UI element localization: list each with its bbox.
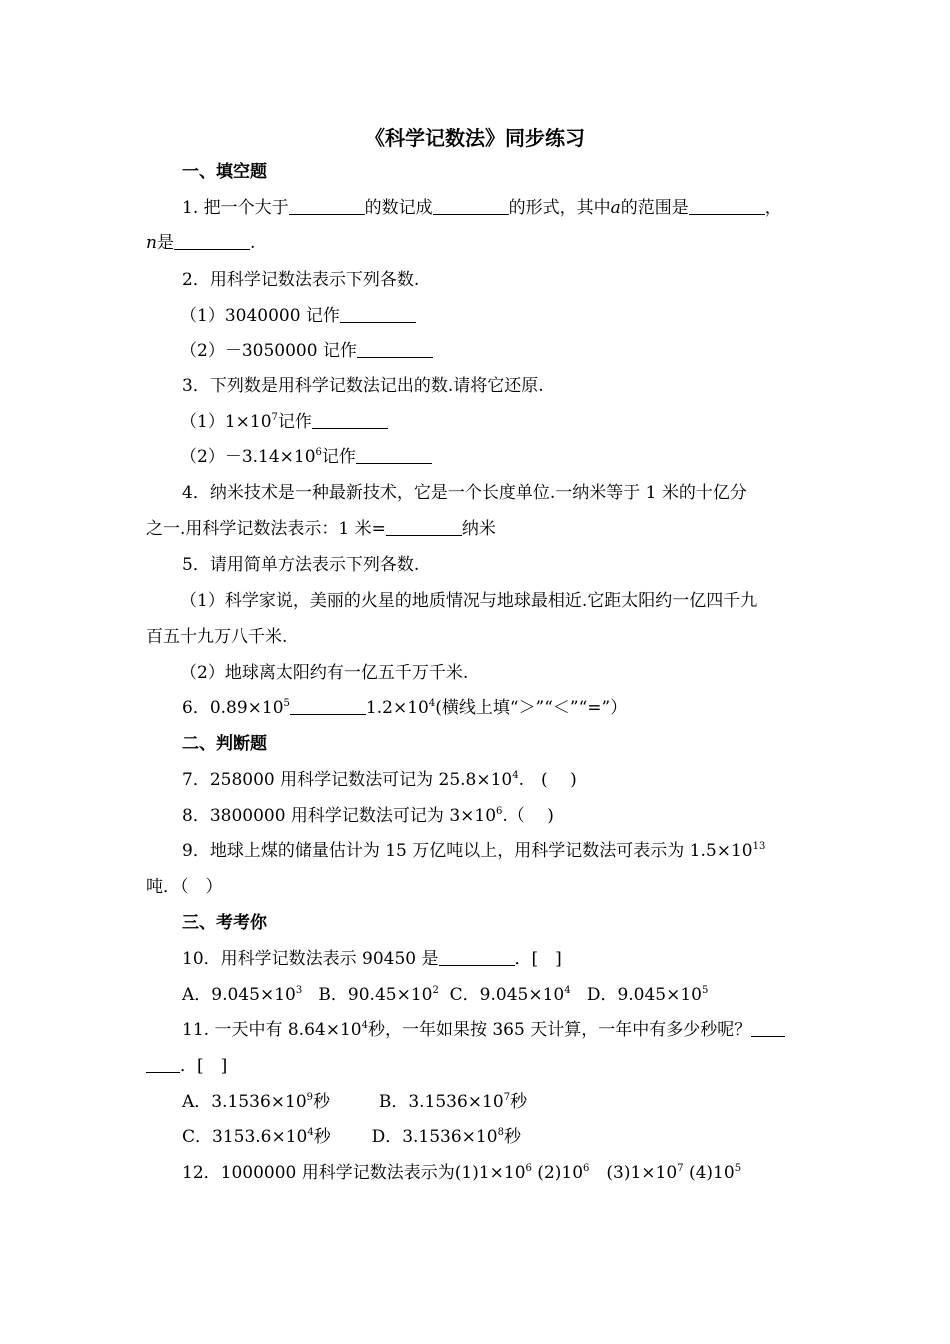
- q1-text-f: 是: [156, 233, 174, 253]
- q8-bracket: .（ ): [502, 806, 554, 826]
- exponent: 8: [497, 1127, 504, 1138]
- exponent: 6: [583, 1163, 590, 1174]
- q6-text-c: (横线上填“＞”“＜”“=”）: [435, 698, 628, 718]
- answer-blank[interactable]: [439, 947, 515, 966]
- section-heading-quiz: 三、考考你: [182, 913, 267, 933]
- answer-blank[interactable]: [340, 304, 416, 323]
- q1-var-n: n: [146, 233, 157, 253]
- answer-blank[interactable]: [386, 517, 462, 536]
- q7-text: 7．258000 用科学记数法可记为 25.8×10: [182, 770, 513, 790]
- question-3-stem: 3．下列数是用科学记数法记出的数.请将它还原.: [182, 376, 544, 396]
- option-b: B．$3.1536\times 10^7$秒: [378, 1092, 528, 1112]
- exponent: 13: [752, 841, 766, 852]
- section-heading-fill-in: 一、填空题: [182, 162, 267, 182]
- exponent: 4: [361, 1020, 368, 1031]
- answer-blank[interactable]: [289, 196, 365, 215]
- question-1-line-2: [146, 229, 816, 257]
- question-2-part-2: [180, 337, 850, 365]
- option-d: D．$3.1536\times 10^8$秒: [371, 1127, 521, 1147]
- option-b: B．$90.45\times 10^2$: [318, 985, 439, 1005]
- answer-blank[interactable]: [146, 1054, 180, 1073]
- answer-blank[interactable]: [751, 1018, 785, 1037]
- question-8: [182, 802, 852, 830]
- document-title: 《科学记数法》同步练习: [365, 126, 585, 150]
- q11-text-b: 秒，一年如果按 365 天计算，一年中有多少秒呢？: [367, 1020, 752, 1040]
- question-3-part-2: [180, 443, 850, 471]
- q3-p2-text: （2）－3.14×10: [180, 447, 316, 467]
- q1-var-a: a: [610, 198, 621, 218]
- option-a: A．$3.1536\times 10^9$秒: [182, 1092, 331, 1112]
- answer-blank[interactable]: [290, 696, 366, 715]
- exponent: 5: [702, 985, 709, 996]
- exponent: 4: [564, 985, 571, 996]
- question-5-stem: 5．请用简单方法表示下列各数.: [182, 555, 420, 575]
- question-9-line-1: [182, 837, 852, 865]
- exponent: 9: [306, 1092, 314, 1103]
- q3-p1-text: （1）1×10: [180, 412, 272, 432]
- q12-text-c: (3)1×10: [589, 1163, 678, 1183]
- answer-blank[interactable]: [174, 231, 250, 250]
- q6-text-b: 1.2×10: [365, 698, 429, 718]
- q4-text-a: 之一.用科学记数法表示：1 米=: [146, 519, 386, 539]
- q3-p2-suffix: 记作: [321, 447, 356, 467]
- option-a: A．$9.045\times 10^3$: [182, 985, 303, 1005]
- exponent: 7: [503, 1092, 511, 1103]
- option-d: D．$9.045\times 10^5$: [586, 985, 709, 1005]
- q1-text-g: .: [249, 233, 256, 253]
- question-2-part-1: [180, 302, 850, 330]
- q7-bracket: . ( ): [518, 770, 577, 790]
- answer-blank[interactable]: [689, 196, 765, 215]
- exponent: 4: [307, 1127, 314, 1138]
- exponent: 6: [496, 806, 503, 817]
- q10-bracket: ．[ ]: [514, 949, 562, 969]
- exponent: 3: [295, 985, 303, 996]
- question-6: [182, 694, 852, 722]
- exponent: 7: [677, 1163, 684, 1174]
- q12-text-d: (4)10: [683, 1163, 735, 1183]
- exponent: 2: [432, 985, 439, 996]
- q8-text: 8．3800000 用科学记数法可记为 3×10: [182, 806, 497, 826]
- answer-blank[interactable]: [312, 410, 388, 429]
- q2-p1-text: （1）3040000 记作: [180, 306, 340, 326]
- q10-text: 10．用科学记数法表示 90450 是: [182, 949, 439, 969]
- answer-blank[interactable]: [357, 339, 433, 358]
- q1-text-c: 的形式，其中: [508, 198, 611, 218]
- answer-blank[interactable]: [433, 196, 509, 215]
- exponent: 6: [525, 1163, 532, 1174]
- option-c: C．$3153.6\times 10^4$秒: [182, 1127, 331, 1147]
- question-10-stem: [182, 945, 852, 973]
- q12-text-b: (2)10: [531, 1163, 584, 1183]
- q12-text-a: 12．1000000 用科学记数法表示为(1)1×10: [182, 1163, 526, 1183]
- q1-text-d: 的范围是: [620, 198, 689, 218]
- answer-blank[interactable]: [356, 445, 432, 464]
- question-2-stem: 2．用科学记数法表示下列各数.: [182, 270, 420, 290]
- q1-text-b: 的数记成: [364, 198, 433, 218]
- question-11-line-2: [146, 1052, 816, 1080]
- question-5-part-2: （2）地球离太阳约有一亿五千万千米.: [180, 663, 469, 683]
- question-12: [182, 1159, 852, 1187]
- question-1-line-1: [182, 194, 816, 222]
- section-heading-true-false: 二、判断题: [182, 734, 267, 754]
- exponent: 5: [283, 698, 290, 709]
- exponent: 4: [428, 698, 436, 709]
- question-5-part-1-line-1: （1）科学家说，美丽的火星的地质情况与地球最相近.它距太阳约一亿四千九: [180, 591, 758, 611]
- question-9-line-2: 吨．（ ）: [146, 877, 223, 897]
- q6-text-a: 6．0.89×10: [182, 698, 284, 718]
- question-11-options-ab: [182, 1088, 852, 1116]
- question-10-options: [182, 981, 852, 1009]
- exponent: 5: [734, 1163, 742, 1174]
- option-c: C．$9.045\times 10^4$: [449, 985, 571, 1005]
- exponent: 7: [271, 412, 278, 423]
- q9-text: 9．地球上煤的储量估计为 15 万亿吨以上，用科学记数法可表示为 1.5×10: [182, 841, 753, 861]
- exponent: 6: [315, 447, 322, 458]
- q11-text-a: 11. 一天中有 8.64×10: [182, 1020, 362, 1040]
- question-4-line-2: [146, 515, 816, 543]
- q1-text-a: 1. 把一个大于: [182, 198, 289, 218]
- question-7: [182, 766, 852, 794]
- exponent: 4: [512, 770, 519, 781]
- q3-p1-suffix: 记作: [277, 412, 312, 432]
- q1-text-e: ，: [764, 198, 782, 218]
- q4-text-b: 纳米: [461, 519, 496, 539]
- question-5-part-1-line-2: 百五十九万八千米.: [146, 627, 288, 647]
- question-11-options-cd: [182, 1123, 852, 1151]
- question-4-line-1: 4．纳米技术是一种最新技术，它是一个长度单位.一纳米等于 1 米的十亿分: [182, 483, 747, 503]
- q11-bracket: ．[ ]: [180, 1056, 228, 1076]
- question-11-line-1: [182, 1016, 852, 1044]
- question-3-part-1: [180, 408, 850, 436]
- q2-p2-text: （2）－3050000 记作: [180, 341, 357, 361]
